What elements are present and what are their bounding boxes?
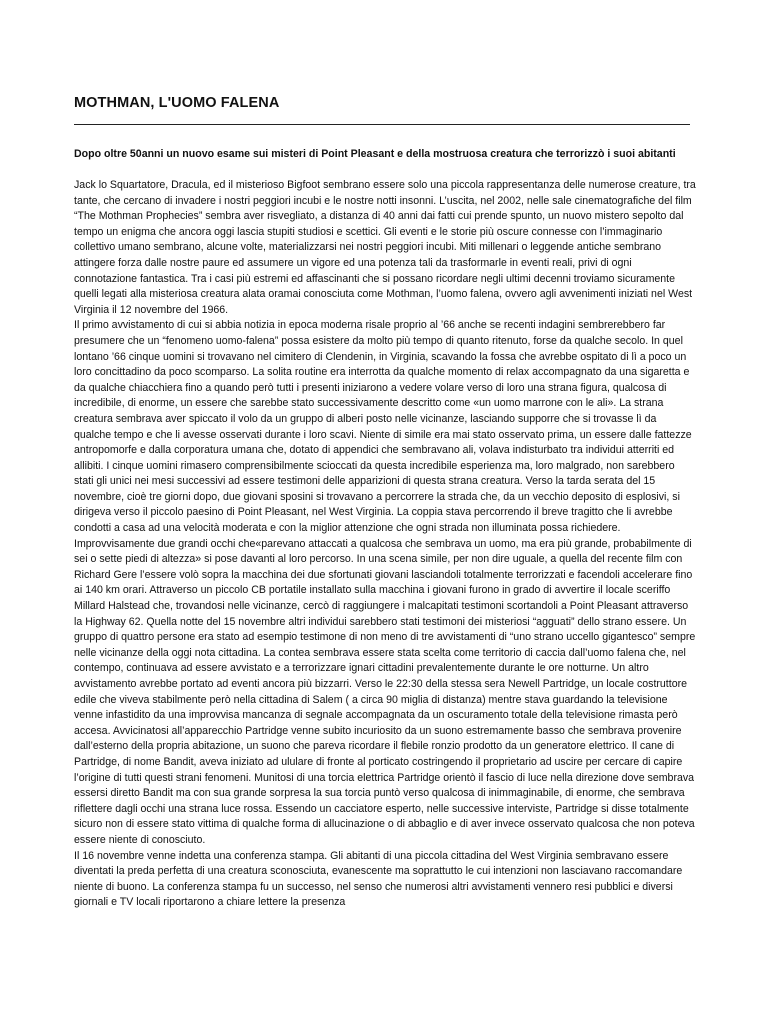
body-paragraph: Jack lo Squartatore, Dracula, ed il misterioso Bigfoot sembrano essere solo una piccola rappresentanza delle numerose creature, tra tante, che cercano di invadere i nostri peggiori incubi e le nostre notti insonni. L’uscita, nel 2002, nelle sale cinematografiche del film “The Mothman Prophecies” sembra aver risvegliato, a distanza di 40 anni dai fatti cui prende spunto, un nuovo mistero sepolto dal tempo un enigma che ancora oggi lascia stupiti studiosi e scettici. Gli eventi e le storie più oscure connesse con l’immaginario collettivo umano sembrano, alcune volte, materializzarsi nei nostri peggiori incubi. Miti millenari o leggende antiche sembrano attingere forza dalle nostre paure ed assumere un vigore ed una potenza tali da trasformarle in eventi reali, privi di ogni connotazione fantastica. Tra i casi più estremi ed affascinanti che si possano ricordare negli ultimi decenni troviamo sicuramente quelli legati alla misteriosa creatura alata oramai conosciuta come Mothman, l’uomo falena, ovvero agli avvenimenti iniziati nel West Virginia il 12 novembre del 1966.	[74, 179, 696, 316]
document-title: MOTHMAN, L'UOMO FALENA	[74, 95, 280, 111]
document-page	[74, 0, 696, 911]
document-body	[74, 178, 696, 911]
title-divider	[74, 124, 690, 125]
body-paragraph: Il primo avvistamento di cui si abbia notizia in epoca moderna risale proprio al ’66 anche se recenti indagini sembrerebbero far presumere che un “fenomeno uomo-falena” possa esistere da molto più tempo di quanto ritenuto, forse da qualche secolo. In quel lontano ’66 cinque uomini si trovavano nel cimitero di Clendenin, in Virginia, scavando la fossa che avrebbe ospitato di lì a poco un loro concittadino da poco scomparso. La solita routine era interrotta da qualche momento di relax accompagnato da una sigaretta e da qualche chiacchiera fino a quando però tutti i presenti iniziarono a vedere volare verso di loro una strana figura, qualcosa di incredibile, di enorme, un essere che sarebbe stato successivamente descritto come «un uomo marrone con le ali». La strana creatura sembrava aver spiccato il volo da un gruppo di alberi posto nelle vicinanze, lasciando supporre che si trovasse lì da qualche tempo e che li avesse osservati durante i loro scavi. Niente di simile era mai stato osservato prima, un essere dalle fattezze antropomorfe e dalla corporatura umana che, dotato di appendici che sembravano ali, volava indisturbato tra individui atterriti ed allibiti. I cinque uomini rimasero comprensibilmente scioccati da questa incredibile esperienza ma, loro malgrado, non sarebbero stati gli unici nei mesi successivi ad essere testimoni delle apparizioni di questa strana creatura. Verso la tarda serata del 15 novembre, cioè tre giorni dopo, due giovani sposini si trovavano a percorrere la strada che, da un vecchio deposito di esplosivi, si dirigeva verso il piccolo paesino di Point Pleasant, nel West Virginia. La coppia stava percorrendo il breve tragitto che li avrebbe condotti a casa ad una velocità moderata e con la miglior attenzione che ogni strada non illuminata possa richiedere. Improvvisamente due grandi occhi che«parevano attaccati a qualcosa che sembrava un uomo, ma era più grande, probabilmente di sei o sette piedi di altezza» si pose davanti al loro percorso. In una scena simile, per non dire uguale, a quella del recente film con Richard Gere l’essere volò sopra la macchina dei due sfortunati giovani lasciandoli totalmente terrorizzati e facendoli accelerare fino ai 140 km orari. Attraverso un piccolo CB portatile installato sulla macchina i giovani furono in grado di avvertire il locale sceriffo Millard Halstead che, trovandosi nelle vicinanze, cercò di raggiungere i malcapitati testimoni scortandoli a Point Pleasant attraverso la Highway 62. Quella notte del 15 novembre altri individui sarebbero stati testimoni dei misteriosi “agguati” dello strano essere. Un gruppo di quattro persone era stato ad esempio testimone di non meno di tre avvistamenti di “uno strano uccello gigantesco” sempre nelle vicinanze della oggi nota cittadina. La contea sembrava essere stata scelta come territorio di caccia dall’uomo falena che, nel contempo, continuava ad essere avvistato e a terrorizzare ignari cittadini prevalentemente durante le ore notturne. Un altro avvistamento avrebbe portato ad eventi ancora più bizzarri. Verso le 22:30 della stessa sera Newell Partridge, un locale costruttore edile che viveva stabilmente però nella cittadina di Salem ( a circa 90 miglia di distanza) mentre stava guardando la televisione venne infastidito da una improvvisa mancanza di segnale accompagnata da un oscuramento totale della televisione rimasta però accesa. Avvicinatosi all’apparecchio Partridge venne subito incuriosito da un suono estremamente basso che sembrava provenire dall’esterno della propria abitazione, un suono che pareva ricordare il flebile ronzio prodotto da un generatore elettrico. Il cane di Partridge, di nome Bandit, aveva iniziato ad ululare di fronte al porticato costringendo il proprietario ad uscire per cercare di capire l’origine di tutti questi strani fenomeni. Munitosi di una torcia elettrica Partridge orientò il fascio di luce nella direzione dove sembrava essersi diretto Bandit ma con sua grande sorpresa la sua torcia puntò verso qualcosa di inimmaginabile, di enorme, che sembrava riflettere dagli occhi una strana luce rossa. Essendo un cacciatore esperto, nelle successive interviste, Partridge si disse totalmente sicuro non di essere stato vittima di qualche forma di allucinazione o di abbaglio e di aver invece osservato qualcosa che non poteva essere niente di conosciuto.	[74, 319, 696, 846]
body-paragraph: Il 16 novembre venne indetta una conferenza stampa. Gli abitanti di una piccola cittadina del West Virginia sembravano essere diventati la preda perfetta di una creatura sconosciuta, evanescente ma soprattutto le cui intenzioni non lasciavano raccomandare niente di buono. La conferenza stampa fu un successo, nel senso che numerosi altri avvistamenti vennero resi pubblici e diversi giornali e TV locali riportarono a chiare lettere la presenza	[74, 849, 683, 909]
document-subtitle: Dopo oltre 50anni un nuovo esame sui misteri di Point Pleasant e della mostruosa creatura che terrorizzò i suoi abitanti	[74, 148, 676, 160]
